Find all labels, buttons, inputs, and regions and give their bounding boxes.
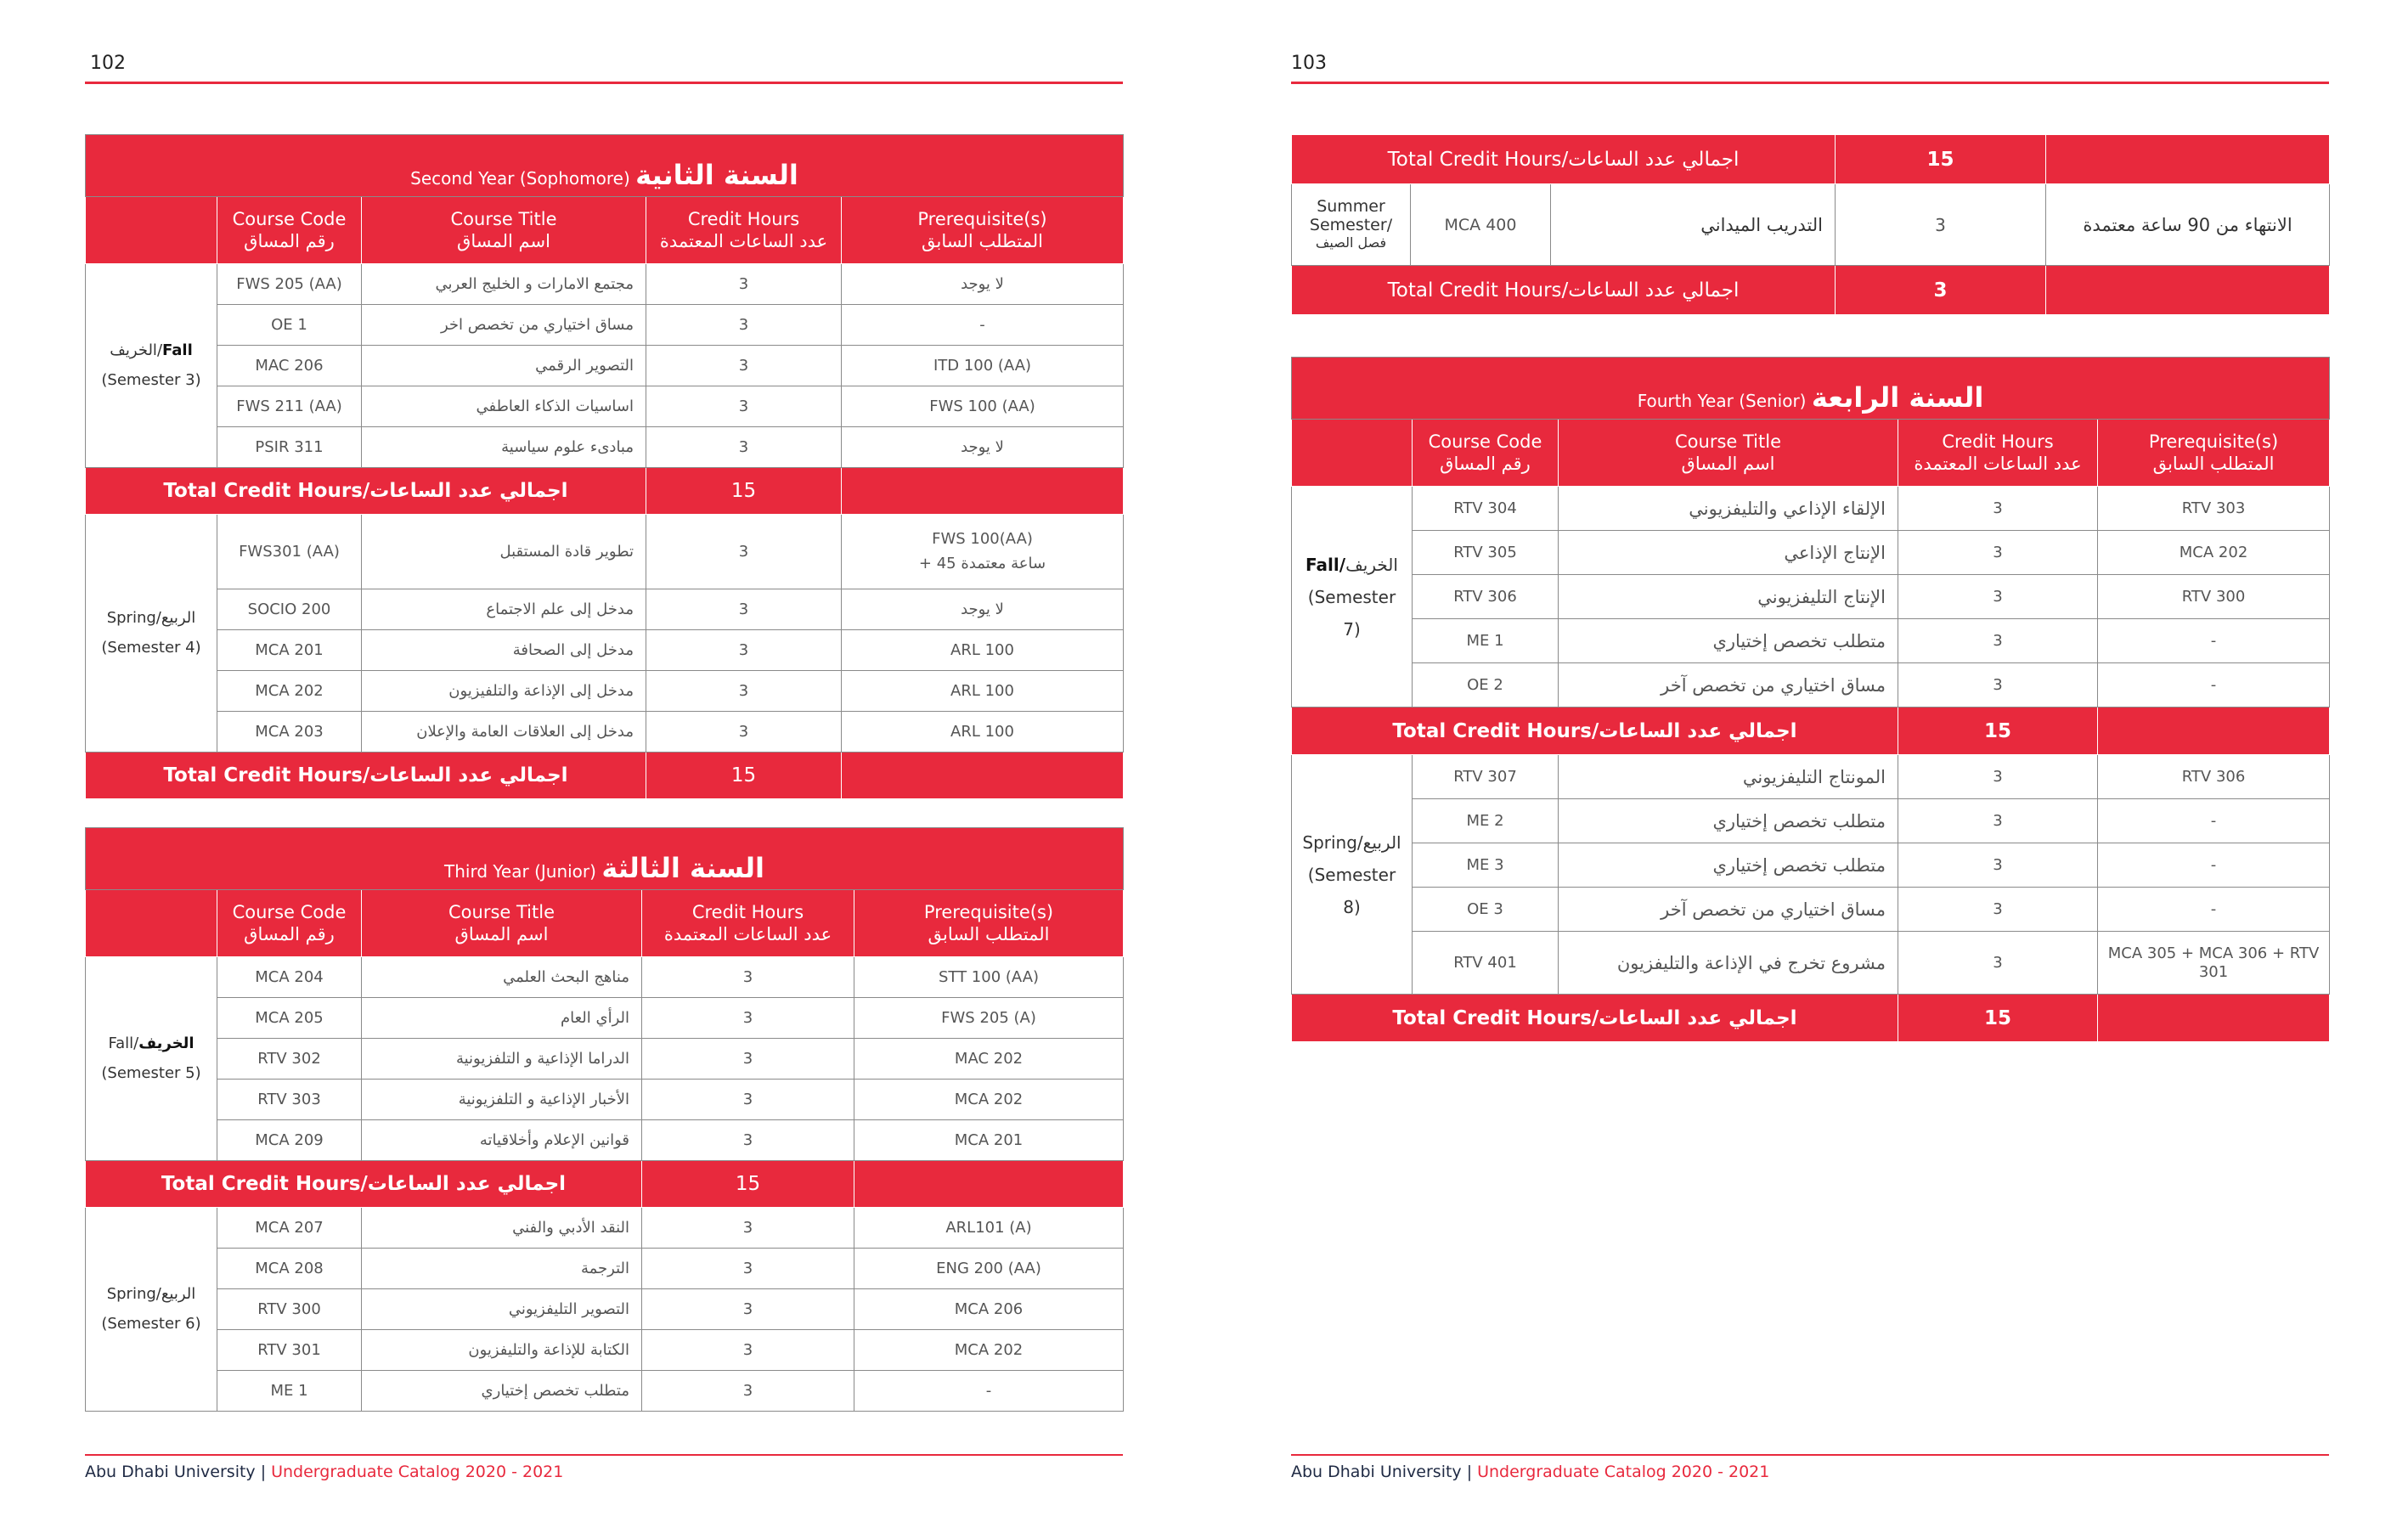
course-code: RTV 306: [1413, 575, 1559, 619]
course-code: OE 3: [1413, 888, 1559, 932]
header-row: [86, 197, 1124, 264]
course-title: مدخل إلى الصحافة: [362, 630, 646, 671]
table-title-row: [86, 828, 1124, 890]
semester-label: Fall/الخريف (Semester 5): [86, 957, 217, 1161]
prerequisite: -: [2098, 799, 2330, 843]
course-code: MCA 400: [1411, 184, 1551, 266]
credit-hours: 3: [646, 305, 842, 346]
table-row: [86, 264, 1124, 305]
header-row: [1292, 420, 2330, 487]
table-row: [86, 346, 1124, 386]
second-year-table: [85, 134, 1124, 799]
table-row: [1292, 184, 2330, 266]
semester-label: Summer Semester/ فصل الصيف: [1292, 184, 1411, 266]
course-code: RTV 303: [217, 1080, 362, 1120]
prerequisite: MCA 305 + MCA 306 + RTV 301: [2098, 932, 2330, 995]
credit-hours: 3: [1898, 619, 2098, 663]
credit-hours: 3: [1898, 888, 2098, 932]
table-row: [86, 515, 1124, 589]
course-title: مساق اختياري من تخصص اخر: [362, 305, 646, 346]
prerequisite: FWS 205 (A): [854, 998, 1124, 1039]
table-row: [86, 386, 1124, 427]
header-course-code: Course Code رقم المساق: [217, 890, 362, 957]
table-row: [1292, 932, 2330, 995]
total-label: Total Credit Hours/اجمالي عدد الساعات: [86, 468, 646, 515]
total-row: [86, 468, 1124, 515]
credit-hours: 3: [642, 957, 854, 998]
credit-hours: 3: [642, 1289, 854, 1330]
credit-hours: 3: [1898, 663, 2098, 707]
credit-hours: 3: [642, 998, 854, 1039]
credit-hours: 3: [646, 427, 842, 468]
footer-university: Abu Dhabi University: [1291, 1463, 1462, 1481]
table-row: [86, 1289, 1124, 1330]
course-title: التدريب الميداني: [1551, 184, 1836, 266]
prerequisite: ARL 100: [842, 630, 1124, 671]
table-row: [1292, 888, 2330, 932]
course-code: FWS 211 (AA): [217, 386, 362, 427]
course-title: قوانين الإعلام وأخلاقياته: [362, 1120, 642, 1161]
total-blank: [2046, 135, 2330, 184]
course-code: MCA 204: [217, 957, 362, 998]
credit-hours: 3: [646, 515, 842, 589]
credit-hours: 3: [646, 671, 842, 712]
table-row: [86, 1371, 1124, 1412]
prerequisite: ARL 100: [842, 712, 1124, 753]
table-title: [86, 828, 1124, 890]
course-code: MCA 208: [217, 1249, 362, 1289]
credit-hours: 3: [646, 386, 842, 427]
table-row: [86, 1249, 1124, 1289]
course-title: مناهج البحث العلمي: [362, 957, 642, 998]
total-value: 15: [646, 753, 842, 799]
prerequisite: MCA 206: [854, 1289, 1124, 1330]
table-row: [86, 957, 1124, 998]
total-value: 15: [1898, 995, 2098, 1042]
credit-hours: 3: [642, 1080, 854, 1120]
course-code: MCA 202: [217, 671, 362, 712]
course-code: RTV 307: [1413, 755, 1559, 799]
header-credit-hours: Credit Hours عدد الساعات المعتمدة: [1898, 420, 2098, 487]
credit-hours: 3: [1898, 932, 2098, 995]
course-title: الإنتاج الإذاعي: [1559, 531, 1898, 575]
course-code: RTV 300: [217, 1289, 362, 1330]
total-blank: [2098, 995, 2330, 1042]
total-value: 3: [1836, 266, 2046, 315]
course-title: مدخل إلى علم الاجتماع: [362, 589, 646, 630]
course-title: الترجمة: [362, 1249, 642, 1289]
course-code: MAC 206: [217, 346, 362, 386]
footer-catalog: Undergraduate Catalog 2020 - 2021: [271, 1463, 564, 1481]
credit-hours: 3: [642, 1330, 854, 1371]
table-title-row: [86, 135, 1124, 197]
total-blank: [842, 468, 1124, 515]
total-label: Total Credit Hours/اجمالي عدد الساعات: [1292, 135, 1836, 184]
prerequisite: -: [2098, 663, 2330, 707]
title-ar: السنة الثالثة: [601, 852, 765, 884]
title-en: Third Year (Junior): [444, 861, 596, 882]
table-title-row: [1292, 358, 2330, 420]
table-row: [1292, 487, 2330, 531]
credit-hours: 3: [1898, 843, 2098, 888]
prerequisite: لا يوجد: [842, 264, 1124, 305]
header-rule: [85, 82, 1123, 84]
table-row: [86, 305, 1124, 346]
table-row: [86, 712, 1124, 753]
header-blank: [86, 890, 217, 957]
table-row: [1292, 843, 2330, 888]
course-code: RTV 305: [1413, 531, 1559, 575]
header-prerequisites: Prerequisite(s) المتطلب السابق: [842, 197, 1124, 264]
footer: [85, 1463, 563, 1481]
table-row: [1292, 531, 2330, 575]
prerequisite: -: [842, 305, 1124, 346]
footer-separator: |: [1466, 1463, 1473, 1481]
course-title: الإلقاء الإذاعي والتليفزيوني: [1559, 487, 1898, 531]
table-row: [86, 589, 1124, 630]
title-en: Second Year (Sophomore): [410, 168, 630, 189]
total-label: Total Credit Hours/اجمالي عدد الساعات: [86, 1161, 642, 1208]
course-title: التصوير التليفزيوني: [362, 1289, 642, 1330]
course-title: الرأي العام: [362, 998, 642, 1039]
total-label: Total Credit Hours/اجمالي عدد الساعات: [1292, 266, 1836, 315]
header-credit-hours: Credit Hours عدد الساعات المعتمدة: [646, 197, 842, 264]
credit-hours: 3: [1898, 799, 2098, 843]
footer-separator: |: [260, 1463, 267, 1481]
course-title: مدخل إلى العلاقات العامة والإعلان: [362, 712, 646, 753]
semester-label: Spring/الربيع (Semester 8): [1292, 755, 1413, 995]
course-code: MCA 205: [217, 998, 362, 1039]
prerequisite: الانتهاء من 90 ساعة معتمدة: [2046, 184, 2330, 266]
credit-hours: 3: [1898, 487, 2098, 531]
table-row: [86, 1039, 1124, 1080]
total-row: [86, 1161, 1124, 1208]
credit-hours: 3: [646, 346, 842, 386]
credit-hours: 3: [646, 264, 842, 305]
total-label: Total Credit Hours/اجمالي عدد الساعات: [1292, 707, 1898, 755]
header-prerequisites: Prerequisite(s) المتطلب السابق: [2098, 420, 2330, 487]
course-code: FWS 205 (AA): [217, 264, 362, 305]
prerequisite: RTV 303: [2098, 487, 2330, 531]
prerequisite: لا يوجد: [842, 589, 1124, 630]
course-code: RTV 302: [217, 1039, 362, 1080]
footer-rule: [85, 1454, 1123, 1456]
course-title: الدراما الإذاعية و التلفزيونية: [362, 1039, 642, 1080]
prerequisite: ARL 100: [842, 671, 1124, 712]
total-value: 15: [1898, 707, 2098, 755]
header-row: [86, 890, 1124, 957]
title-ar: السنة الرابعة: [1811, 381, 1984, 414]
header-course-code: Course Code رقم المساق: [217, 197, 362, 264]
table-row: [86, 630, 1124, 671]
total-row: [1292, 266, 2330, 315]
semester-label: Fall/الخريف (Semester 7): [1292, 487, 1413, 707]
prerequisite: MCA 201: [854, 1120, 1124, 1161]
table-row: [86, 1330, 1124, 1371]
table-row: [86, 998, 1124, 1039]
footer: [1291, 1463, 1769, 1481]
course-title: النقد الأدبي والفني: [362, 1208, 642, 1249]
course-title: متطلب تخصص إختياري: [1559, 619, 1898, 663]
prerequisite: -: [2098, 619, 2330, 663]
total-row: [86, 753, 1124, 799]
header-course-code: Course Code رقم المساق: [1413, 420, 1559, 487]
course-code: MCA 201: [217, 630, 362, 671]
semester-label: Spring/الربيع (Semester 6): [86, 1208, 217, 1412]
course-code: MCA 203: [217, 712, 362, 753]
table-row: [1292, 575, 2330, 619]
course-code: OE 1: [217, 305, 362, 346]
course-code: ME 2: [1413, 799, 1559, 843]
course-code: ME 3: [1413, 843, 1559, 888]
prerequisite: ITD 100 (AA): [842, 346, 1124, 386]
credit-hours: 3: [642, 1249, 854, 1289]
course-title: التصوير الرقمي: [362, 346, 646, 386]
total-label: Total Credit Hours/اجمالي عدد الساعات: [1292, 995, 1898, 1042]
course-code: RTV 301: [217, 1330, 362, 1371]
prerequisite: -: [2098, 888, 2330, 932]
prerequisite: RTV 300: [2098, 575, 2330, 619]
prerequisite: STT 100 (AA): [854, 957, 1124, 998]
summer-table: [1291, 134, 2330, 315]
course-code: MCA 209: [217, 1120, 362, 1161]
course-title: الأخبار الإذاعية و التلفزيونية: [362, 1080, 642, 1120]
course-title: المونتاج التليفزيوني: [1559, 755, 1898, 799]
table-row: [86, 427, 1124, 468]
course-code: PSIR 311: [217, 427, 362, 468]
total-value: 15: [646, 468, 842, 515]
page-number: 103: [1291, 53, 1327, 74]
total-row: [1292, 707, 2330, 755]
header-rule: [1291, 82, 2329, 84]
course-code: RTV 304: [1413, 487, 1559, 531]
credit-hours: 3: [1836, 184, 2046, 266]
table-row: [86, 1080, 1124, 1120]
table-row: [1292, 755, 2330, 799]
course-title: مشروع تخرج في الإذاعة والتليفزيون: [1559, 932, 1898, 995]
table-row: [1292, 663, 2330, 707]
course-code: SOCIO 200: [217, 589, 362, 630]
credit-hours: 3: [642, 1039, 854, 1080]
course-code: FWS301 (AA): [217, 515, 362, 589]
course-title: متطلب تخصص إختياري: [1559, 843, 1898, 888]
prerequisite: MAC 202: [854, 1039, 1124, 1080]
prerequisite: لا يوجد: [842, 427, 1124, 468]
total-blank: [2046, 266, 2330, 315]
course-title: الكتابة للإذاعة والتليفزيون: [362, 1330, 642, 1371]
prerequisite: -: [854, 1371, 1124, 1412]
table-title: [1292, 358, 2330, 420]
footer-university: Abu Dhabi University: [85, 1463, 256, 1481]
course-title: مساق اختياري من تخصص آخر: [1559, 888, 1898, 932]
course-title: تطوير قادة المستقبل: [362, 515, 646, 589]
title-en: Fourth Year (Senior): [1637, 391, 1807, 411]
header-course-title: Course Title اسم المساق: [1559, 420, 1898, 487]
total-blank: [842, 753, 1124, 799]
header-blank: [1292, 420, 1413, 487]
semester-label: الخريف/Fall (Semester 3): [86, 264, 217, 468]
table-row: [86, 1208, 1124, 1249]
credit-hours: 3: [642, 1208, 854, 1249]
header-credit-hours: Credit Hours عدد الساعات المعتمدة: [642, 890, 854, 957]
credit-hours: 3: [1898, 531, 2098, 575]
footer-rule: [1291, 1454, 2329, 1456]
course-title: متطلب تخصص إختياري: [1559, 799, 1898, 843]
credit-hours: 3: [646, 630, 842, 671]
credit-hours: 3: [1898, 575, 2098, 619]
prerequisite: RTV 306: [2098, 755, 2330, 799]
course-title: متطلب تخصص إختياري: [362, 1371, 642, 1412]
course-code: RTV 401: [1413, 932, 1559, 995]
credit-hours: 3: [642, 1120, 854, 1161]
header-prerequisites: Prerequisite(s) المتطلب السابق: [854, 890, 1124, 957]
course-code: OE 2: [1413, 663, 1559, 707]
third-year-table: [85, 827, 1124, 1412]
course-title: مبادىء علوم سياسية: [362, 427, 646, 468]
fourth-year-table: [1291, 357, 2330, 1042]
right-page: [1204, 0, 2408, 1539]
course-code: MCA 207: [217, 1208, 362, 1249]
total-row: [1292, 995, 2330, 1042]
prerequisite: ARL101 (A): [854, 1208, 1124, 1249]
table-row: [1292, 799, 2330, 843]
header-blank: [86, 197, 217, 264]
page-number: 102: [90, 53, 126, 74]
course-code: ME 1: [1413, 619, 1559, 663]
prerequisite: FWS 100(AA) + 45 ساعة معتمدة: [842, 515, 1124, 589]
total-value: 15: [642, 1161, 854, 1208]
table-row: [86, 1120, 1124, 1161]
credit-hours: 3: [1898, 755, 2098, 799]
header-course-title: Course Title اسم المساق: [362, 197, 646, 264]
prerequisite: MCA 202: [2098, 531, 2330, 575]
course-title: اساسيات الذكاء العاطفي: [362, 386, 646, 427]
table-row: [1292, 619, 2330, 663]
course-code: ME 1: [217, 1371, 362, 1412]
prerequisite: FWS 100 (AA): [842, 386, 1124, 427]
course-title: الإنتاج التليفزيوني: [1559, 575, 1898, 619]
credit-hours: 3: [646, 589, 842, 630]
course-title: مساق اختياري من تخصص آخر: [1559, 663, 1898, 707]
total-value: 15: [1836, 135, 2046, 184]
course-title: مدخل إلى الإذاعة والتلفيزيون: [362, 671, 646, 712]
semester-label: Spring/الربيع (Semester 4): [86, 515, 217, 753]
prerequisite: MCA 202: [854, 1080, 1124, 1120]
total-label: Total Credit Hours/اجمالي عدد الساعات: [86, 753, 646, 799]
prerequisite: MCA 202: [854, 1330, 1124, 1371]
credit-hours: 3: [642, 1371, 854, 1412]
total-blank: [854, 1161, 1124, 1208]
prerequisite: -: [2098, 843, 2330, 888]
table-row: [86, 671, 1124, 712]
credit-hours: 3: [646, 712, 842, 753]
total-row: [1292, 135, 2330, 184]
table-title: [86, 135, 1124, 197]
title-ar: السنة الثانية: [635, 159, 798, 191]
course-title: مجتمع الامارات و الخليج العربي: [362, 264, 646, 305]
prerequisite: ENG 200 (AA): [854, 1249, 1124, 1289]
total-blank: [2098, 707, 2330, 755]
footer-catalog: Undergraduate Catalog 2020 - 2021: [1477, 1463, 1770, 1481]
header-course-title: Course Title اسم المساق: [362, 890, 642, 957]
